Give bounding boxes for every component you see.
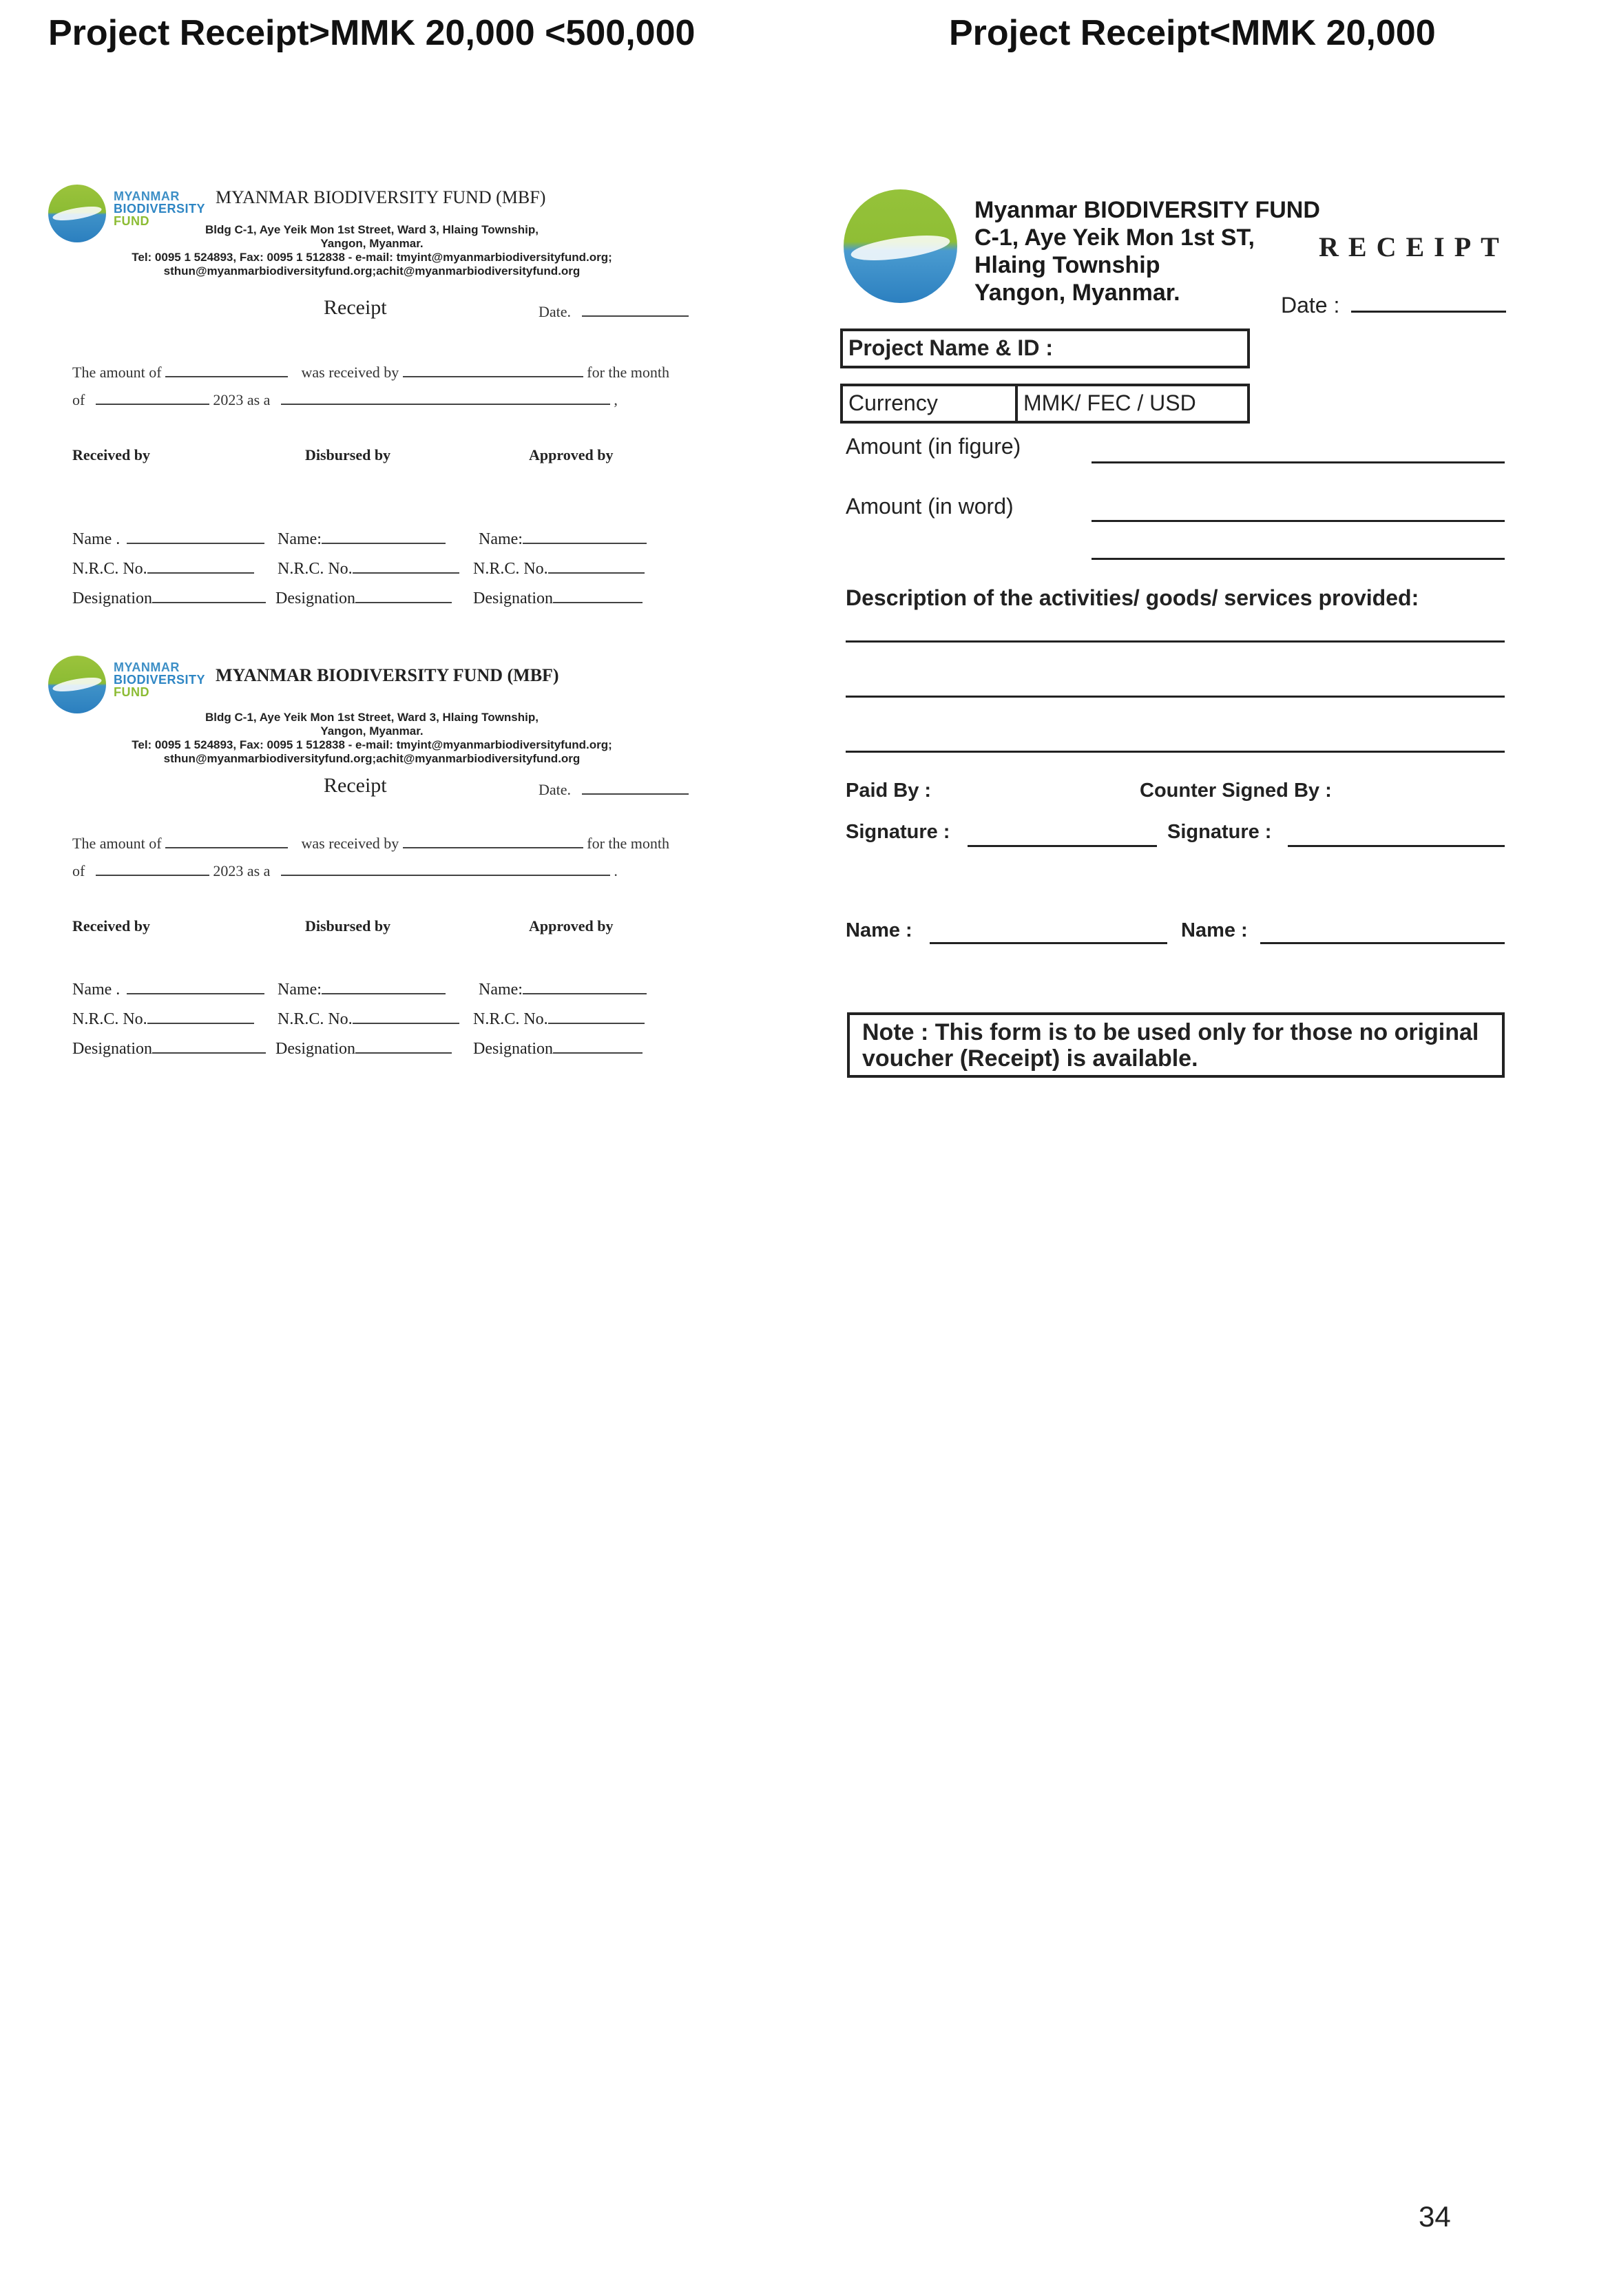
nrc-row-3 [473,1009,645,1029]
designation-row-3 [473,588,643,608]
note-text: Note : This form is to be used only for those no original voucher (Receipt) is available. [862,1019,1479,1072]
big-org-line-2: C-1, Aye Yeik Mon 1st ST, [974,225,1255,251]
name-row-2 [278,979,446,999]
designation-row-2 [275,588,452,608]
org-address [110,711,634,766]
name-row-3 [479,979,647,999]
date-field [539,780,689,799]
designation-label-2: Designation [275,1040,355,1058]
big-date-label: Date : [1281,293,1340,317]
small-receipt-1 [48,185,702,612]
description-label: Description of the activities/ goods/ services provided: [846,585,1419,610]
big-receipt-title: RECEIPT [1319,231,1509,262]
name-row [72,529,264,549]
of-label: of [72,391,85,408]
mbf-logo-icon [48,185,106,242]
address-line-1: Bldg C-1, Aye Yeik Mon 1st Street, Ward 3, Hlaing Township, [205,223,539,236]
designation-row-1 [72,1039,266,1058]
logo-line-1: MYANMAR [114,189,180,203]
purpose-line: of 2023 as a , [72,391,618,408]
nrc-row-3 [473,559,645,578]
note-box [847,1012,1505,1078]
disbursed-by-heading: Disbursed by [305,446,391,463]
date-label: Date. [539,303,572,320]
nrc-label-3: N.R.C. No. [473,1010,548,1028]
logo-line-2: BIODIVERSITY [114,673,206,687]
org-address [110,223,634,278]
big-org-line-1: Myanmar BIODIVERSITY FUND [974,197,1320,223]
nrc-row-2 [278,1009,459,1029]
nrc-row-2 [278,559,459,578]
small-receipt-2 [48,656,702,1083]
name-label-1: Name : [846,919,912,941]
paid-by-label: Paid By : [846,780,932,802]
big-receipt [826,172,1543,1129]
year-label: 2023 as a [213,391,271,408]
address-line-2: Yangon, Myanmar. [320,724,424,738]
nrc-label-2: N.R.C. No. [278,560,353,578]
designation-label-1: Designation [72,589,152,607]
amount-line [72,833,669,853]
name-label-1: Name . [72,981,121,999]
date-field [539,302,689,321]
heading-right: Project Receipt<MMK 20,000 [949,13,1436,53]
address-line-4: sthun@myanmarbiodiversityfund.org;achit@myanmarbiodiversityfund.org [163,264,581,278]
designation-label-3: Designation [473,1040,553,1058]
disbursed-by-heading: Disbursed by [305,917,391,935]
mbf-logo-icon [48,656,106,713]
for-month-label: for the month [587,364,670,381]
big-org-name [974,196,1320,306]
address-line-3: Tel: 0095 1 524893, Fax: 0095 1 512838 - e-mail: tmyint@myanmarbiodiversityfund.org; [132,738,612,751]
address-line-3: Tel: 0095 1 524893, Fax: 0095 1 512838 - e-mail: tmyint@myanmarbiodiversityfund.org; [132,251,612,264]
approved-by-heading: Approved by [529,917,614,935]
address-line-2: Yangon, Myanmar. [320,237,424,250]
received-by-heading: Received by [72,446,151,463]
name-label-2: Name : [1181,919,1248,941]
project-label: Project Name & ID : [848,335,1053,360]
currency-box [840,384,1250,424]
received-by-label: was received by [301,835,399,852]
designation-row-2 [275,1039,452,1058]
receipt-title: Receipt [324,296,387,319]
receipt-title: Receipt [324,774,387,797]
name-label-2: Name: [278,981,322,999]
year-label: 2023 as a [213,862,271,879]
amount-line [72,362,669,382]
nrc-row-1 [72,559,254,578]
name-label-1: Name . [72,530,121,548]
designation-row-1 [72,588,266,608]
name-row [72,979,264,999]
nrc-label-3: N.R.C. No. [473,560,548,578]
heading-left: Project Receipt>MMK 20,000 <500,000 [48,13,696,53]
mbf-logo-icon [844,189,957,303]
nrc-label-2: N.R.C. No. [278,1010,353,1028]
logo-line-2: BIODIVERSITY [114,202,206,216]
amount-figure-label: Amount (in figure) [846,434,1021,459]
nrc-row-1 [72,1009,254,1029]
amount-word-label: Amount (in word) [846,494,1014,519]
name-label-3: Name: [479,981,523,999]
received-by-heading: Received by [72,917,151,935]
address-line-4: sthun@myanmarbiodiversityfund.org;achit@myanmarbiodiversityfund.org [163,752,581,765]
page-number: 34 [1419,2200,1451,2233]
designation-label-2: Designation [275,589,355,607]
for-month-label: for the month [587,835,670,852]
of-label: of [72,862,85,879]
signature-label-2: Signature : [1167,821,1272,843]
name-row-3 [479,529,647,549]
approved-by-heading: Approved by [529,446,614,463]
purpose-line: of 2023 as a . [72,862,618,879]
designation-label-1: Designation [72,1040,152,1058]
logo-line-3: FUND [114,214,149,228]
designation-label-3: Designation [473,589,553,607]
counter-signed-label: Counter Signed By : [1140,780,1332,802]
amount-of-label: The amount of [72,835,162,852]
received-by-label: was received by [301,364,399,381]
amount-of-label: The amount of [72,364,162,381]
project-name-box [840,328,1250,368]
org-name: MYANMAR BIODIVERSITY FUND (MBF) [216,187,546,207]
name-row-2 [278,529,446,549]
logo-line-1: MYANMAR [114,660,180,674]
org-name: MYANMAR BIODIVERSITY FUND (MBF) [216,665,559,685]
nrc-label-1: N.R.C. No. [72,560,147,578]
big-org-line-4: Yangon, Myanmar. [974,280,1180,306]
nrc-label-1: N.R.C. No. [72,1010,147,1028]
designation-row-3 [473,1039,643,1058]
signature-label-1: Signature : [846,821,950,843]
address-line-1: Bldg C-1, Aye Yeik Mon 1st Street, Ward 3, Hlaing Township, [205,711,539,724]
name-label-2: Name: [278,530,322,548]
big-org-line-3: Hlaing Township [974,252,1160,278]
logo-line-3: FUND [114,685,149,699]
name-label-3: Name: [479,530,523,548]
currency-label: Currency [848,390,938,415]
big-date-field [1281,293,1506,318]
currency-value: MMK/ FEC / USD [1023,390,1196,415]
date-label: Date. [539,781,572,798]
